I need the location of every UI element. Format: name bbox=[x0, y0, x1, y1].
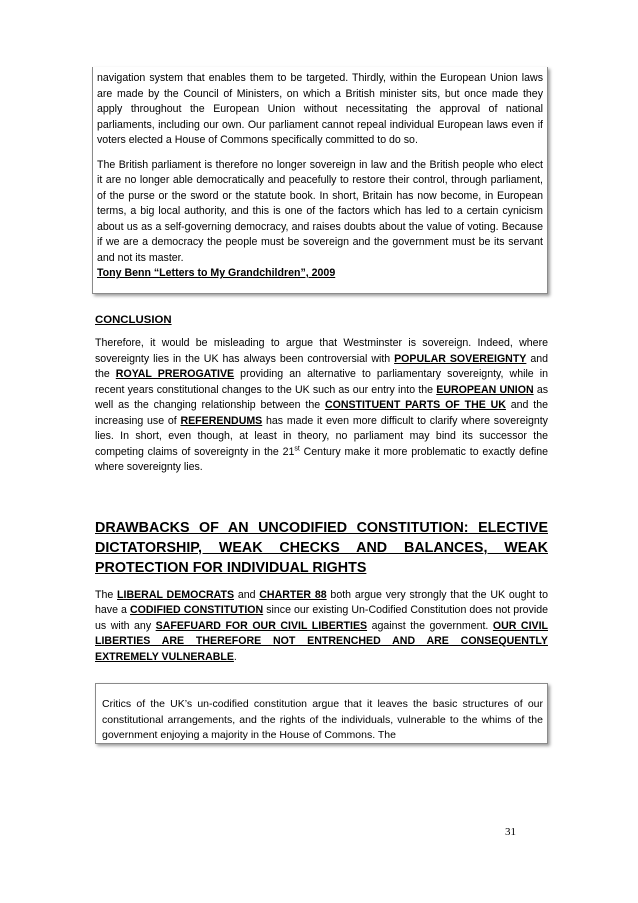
keyword-charter-88: CHARTER 88 bbox=[259, 588, 327, 601]
quote-paragraph-1: navigation system that enables them to be targeted. Thirdly, within the European Union laws are made by the Council of Ministers, on which a British minister sits, but once made they apply throughout the European Union without necessitating the approval of national parliaments, including our own. Our parliament cannot repeal individual European laws even if voters elected a House of Commons specifically committed to do so. bbox=[97, 72, 543, 146]
keyword-codified-constitution: CODIFIED CONSTITUTION bbox=[130, 604, 264, 616]
quote-box bbox=[92, 67, 548, 294]
superscript-st: st bbox=[294, 444, 300, 452]
keyword-safeguard: SAFEFUARD FOR OUR CIVIL LIBERTIES bbox=[155, 619, 368, 632]
quote-paragraph-2: The British parliament is therefore no longer sovereign in law and the British people who elect it are no longer able democratically and peacefully to restore their control, through parliament, of the purse or the sword or the statute book. In short, Britain has now become, in European terms, a big local authority, and this is one of the factors which has led to a certain cynicism about us as a self-governing democracy, and raises doubts about the value of voting. Because if we are a democracy the people must be sovereign and the government must be its servant and not its master. bbox=[97, 158, 543, 264]
keyword-european-union: EUROPEAN UNION bbox=[436, 383, 534, 396]
document-page bbox=[95, 67, 548, 744]
keyword-constituent-parts: CONSTITUENT PARTS OF THE UK bbox=[324, 399, 506, 411]
keyword-royal-prerogative: ROYAL PREROGATIVE bbox=[115, 368, 235, 380]
drawbacks-heading: DRAWBACKS OF AN UNCODIFIED CONSTITUTION: ELECTIVE DICTATORSHIP, WEAK CHECKS AND BALANCES, WEAK PROTECTION FOR INDIVIDUAL RIGHTS bbox=[95, 519, 548, 576]
critics-box bbox=[95, 683, 548, 744]
keyword-civil-liberties: OUR CIVIL LIBERTIES ARE THEREFORE NOT ENTRENCHED AND ARE CONSEQUENTLY EXTREMELY VULNERABLE bbox=[95, 619, 548, 663]
page-number: 31 bbox=[505, 826, 516, 838]
critics-text: Critics of the UK’s un-codified constitution argue that it leaves the basic structures of our constitutional arrangements, and the rights of the individuals, vulnerable to the whims of the government enjoying a majority in the House of Commons. The bbox=[102, 698, 543, 741]
conclusion-heading: CONCLUSION bbox=[95, 314, 172, 326]
keyword-popular-sovereignty: POPULAR SOVEREIGNTY bbox=[394, 352, 527, 365]
drawbacks-paragraph: The LIBERAL DEMOCRATS and CHARTER 88 both argue very strongly that the UK ought to have a CODIFIED CONSTITUTION since our existing Un-Codified Constitution does not provide us with any SAFEFUARD FOR OUR CIVIL LIBERTIES against the government. OUR CIVIL LIBERTIES ARE THEREFORE NOT ENTRENCHED AND ARE CONSEQUENTLY EXTREMELY VULNERABLE. bbox=[95, 588, 548, 663]
keyword-liberal-democrats: LIBERAL DEMOCRATS bbox=[117, 588, 235, 601]
keyword-referendums: REFERENDUMS bbox=[180, 414, 263, 427]
conclusion-paragraph: Therefore, it would be misleading to argue that Westminster is sovereign. Indeed, where sovereignty lies in the UK has always been controversial with POPULAR SOVEREIGNTY and the ROYAL PREROGATIVE providing an alternative to parliamentary sovereignty, while in recent years constitutional changes to the UK such as our entry into the EUROPEAN UNION as well as the changing relationship between the CONSTITUENT PARTS OF THE UK and the increasing use of REFERENDUMS has made it even more difficult to clarify where sovereignty lies. In short, even though, at least in theory, no parliament may bind its successor the competing claims of sovereignty in the 21st Century make it more problematic to exactly define where sovereignty lies. bbox=[95, 337, 549, 473]
quote-source: Tony Benn “Letters to My Grandchildren”, 2009 bbox=[97, 267, 336, 279]
